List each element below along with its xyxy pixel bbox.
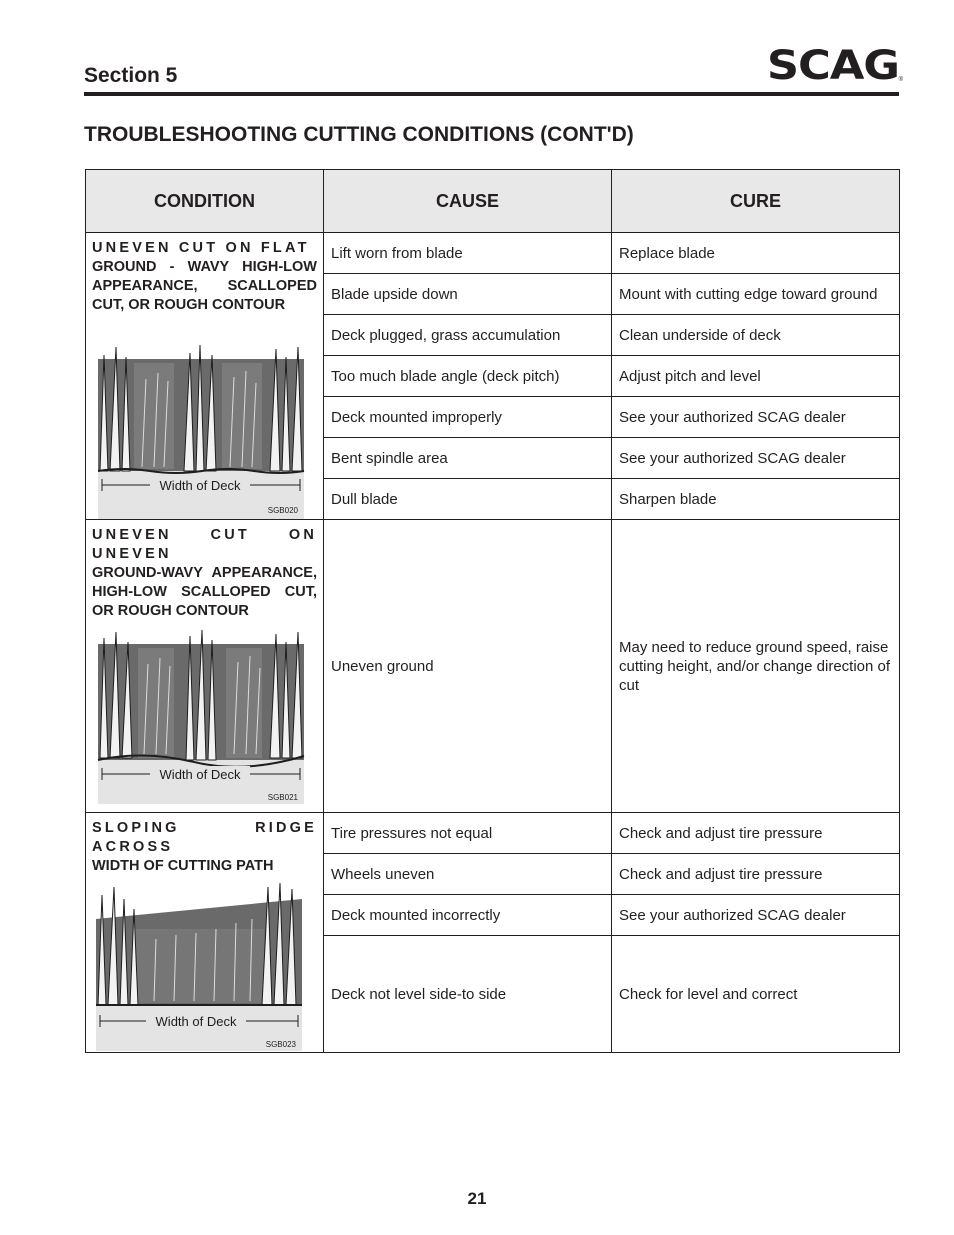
figure-label: Width of Deck: [159, 767, 241, 782]
table-row: [86, 520, 900, 813]
page-number: 21: [467, 1189, 487, 1208]
cause-cell: Deck not level side-to side: [324, 936, 612, 1053]
grass-figure: [94, 339, 306, 519]
cure-cell: Check for level and correct: [612, 936, 900, 1053]
figure-label: Width of Deck: [159, 478, 241, 493]
cure-cell: Check and adjust tire pressure: [612, 854, 900, 895]
condition-text: UNEVEN CUT ON UNEVEN GROUND-WAVY APPEARANCE, HIGH-LOW SCALLOPED CUT, OR ROUGH CONTOUR: [92, 527, 317, 619]
table-row: [86, 233, 900, 274]
cause-cell: Uneven ground: [324, 520, 612, 813]
condition-cell-flat: [86, 233, 324, 520]
scag-logo: [766, 43, 899, 89]
cure-cell: Replace blade: [612, 233, 900, 274]
sloping-ridge-illustration: [94, 879, 306, 1051]
logo-text: SCAG: [766, 43, 899, 89]
logo-registered-mark: ®: [898, 77, 903, 83]
cure-cell: Check and adjust tire pressure: [612, 813, 900, 854]
troubleshooting-table: [85, 169, 900, 1053]
header-rule: [84, 92, 899, 96]
page-heading: TROUBLESHOOTING CUTTING CONDITIONS (CONT'D): [84, 123, 634, 146]
page-header: [84, 43, 903, 96]
header-condition: CONDITION: [86, 170, 324, 233]
figure-code: SGB023: [265, 1040, 296, 1049]
uneven-cut-flat-illustration: [94, 339, 306, 519]
cause-cell: Wheels uneven: [324, 854, 612, 895]
table-header-row: [86, 170, 900, 233]
cure-cell: Adjust pitch and level: [612, 356, 900, 397]
table-row: [86, 813, 900, 854]
condition-text: UNEVEN CUT ON FLAT GROUND - WAVY HIGH-LOW APPEARANCE, SCALLOPED CUT, OR ROUGH CONTOUR: [92, 240, 317, 313]
section-title: Section 5: [84, 64, 178, 87]
cure-cell: Mount with cutting edge toward ground: [612, 274, 900, 315]
cause-cell: Bent spindle area: [324, 438, 612, 479]
cause-cell: Too much blade angle (deck pitch): [324, 356, 612, 397]
cause-cell: Deck mounted incorrectly: [324, 895, 612, 936]
cause-cell: Deck plugged, grass accumulation: [324, 315, 612, 356]
grass-figure: [94, 879, 306, 1051]
condition-text: SLOPING RIDGE ACROSS WIDTH OF CUTTING PATH: [92, 820, 317, 874]
cause-cell: Dull blade: [324, 479, 612, 520]
cure-cell: Sharpen blade: [612, 479, 900, 520]
figure-code: SGB020: [267, 506, 298, 515]
grass-figure: [94, 624, 306, 804]
uneven-cut-uneven-illustration: [94, 624, 306, 804]
figure-code: SGB021: [267, 793, 298, 802]
cause-cell: Blade upside down: [324, 274, 612, 315]
header-cure: CURE: [612, 170, 900, 233]
cure-cell: Clean underside of deck: [612, 315, 900, 356]
cause-cell: Lift worn from blade: [324, 233, 612, 274]
condition-cell-sloping: [86, 813, 324, 1053]
cure-cell: See your authorized SCAG dealer: [612, 438, 900, 479]
cause-cell: Deck mounted improperly: [324, 397, 612, 438]
cure-cell: May need to reduce ground speed, raise cutting height, and/or change direction of cut: [612, 520, 900, 813]
cure-cell: See your authorized SCAG dealer: [612, 397, 900, 438]
condition-cell-uneven: [86, 520, 324, 813]
figure-label: Width of Deck: [155, 1014, 237, 1029]
cure-cell: See your authorized SCAG dealer: [612, 895, 900, 936]
cause-cell: Tire pressures not equal: [324, 813, 612, 854]
header-cause: CAUSE: [324, 170, 612, 233]
